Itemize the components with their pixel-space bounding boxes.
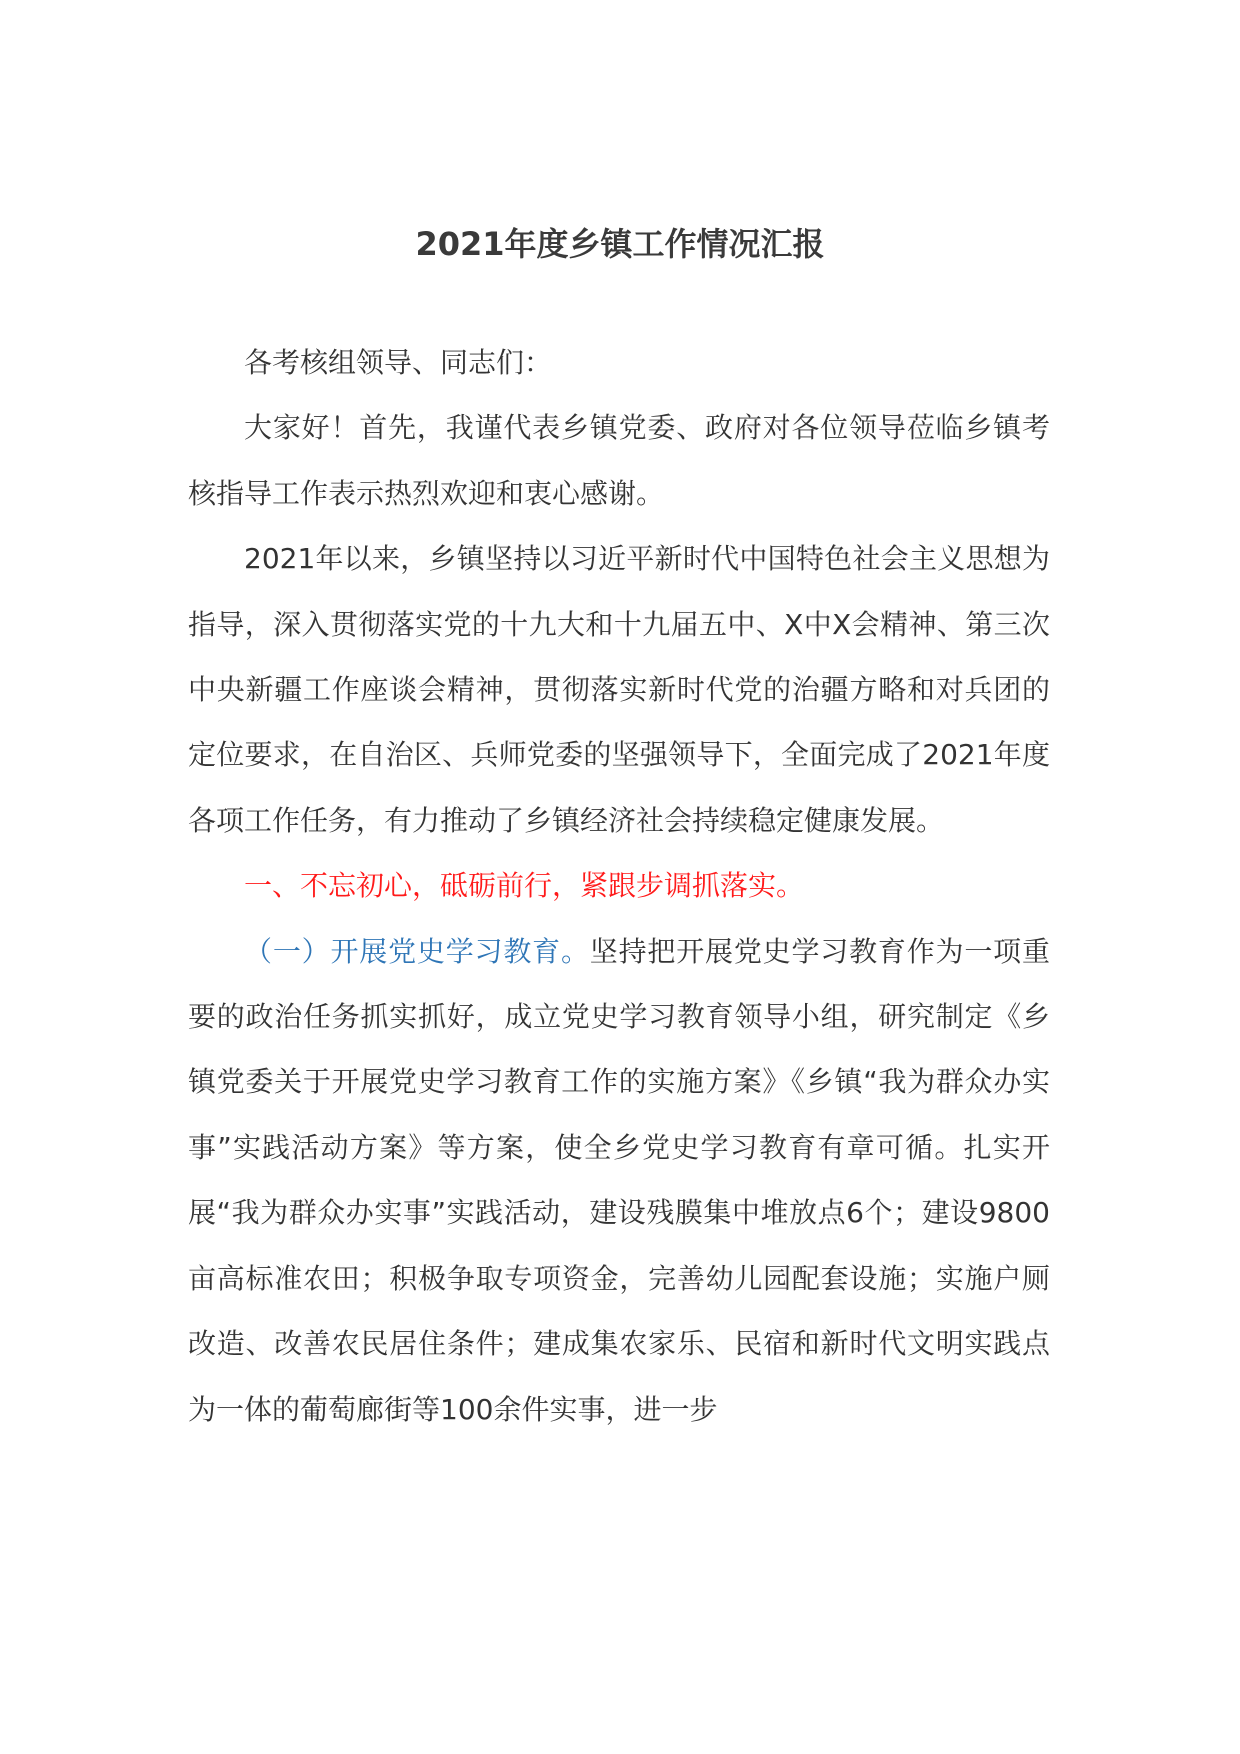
greeting-paragraph: 大家好！首先，我谨代表乡镇党委、政府对各位领导莅临乡镇考核指导工作表示热烈欢迎和衷心感谢。 xyxy=(188,411,1050,510)
document-body xyxy=(188,330,1050,1442)
section-heading: 一、不忘初心，砥砺前行，紧跟步调抓落实。 xyxy=(244,869,805,903)
salutation: 各考核组领导、同志们： xyxy=(244,346,553,379)
intro-paragraph: 2021年以来，乡镇坚持以习近平新时代中国特色社会主义思想为指导，深入贯彻落实党的十九大和十九届五中、X中X会精神、第三次中央新疆工作座谈会精神，贯彻落实新时代党的治疆方略和对兵团的定位要求，在自治区、兵师党委的坚强领导下，全面完成了2021年度各项工作任务，有力推动了乡镇经济社会持续稳定健康发展。 xyxy=(188,542,1050,837)
subsection-body: 坚持把开展党史学习教育作为一项重要的政治任务抓实抓好，成立党史学习教育领导小组，研究制定《乡镇党委关于开展党史学习教育工作的实施方案》《乡镇“我为群众办实事”实践活动方案》等方案，使全乡党史学习教育有章可循。扎实开展“我为群众办实事”实践活动，建设残膜集中堆放点6个；建设9800亩高标准农田；积极争取专项资金，完善幼儿园配套设施；实施户厕改造、改善农民居住条件；建成集农家乐、民宿和新时代文明实践点为一体的葡萄廊街等100余件实事，进一步 xyxy=(188,934,1050,1426)
subsection-paragraph xyxy=(188,919,1050,1442)
subsection-heading: （一）开展党史学习教育。 xyxy=(244,934,590,968)
document-title: 2021年度乡镇工作情况汇报 xyxy=(415,225,825,263)
